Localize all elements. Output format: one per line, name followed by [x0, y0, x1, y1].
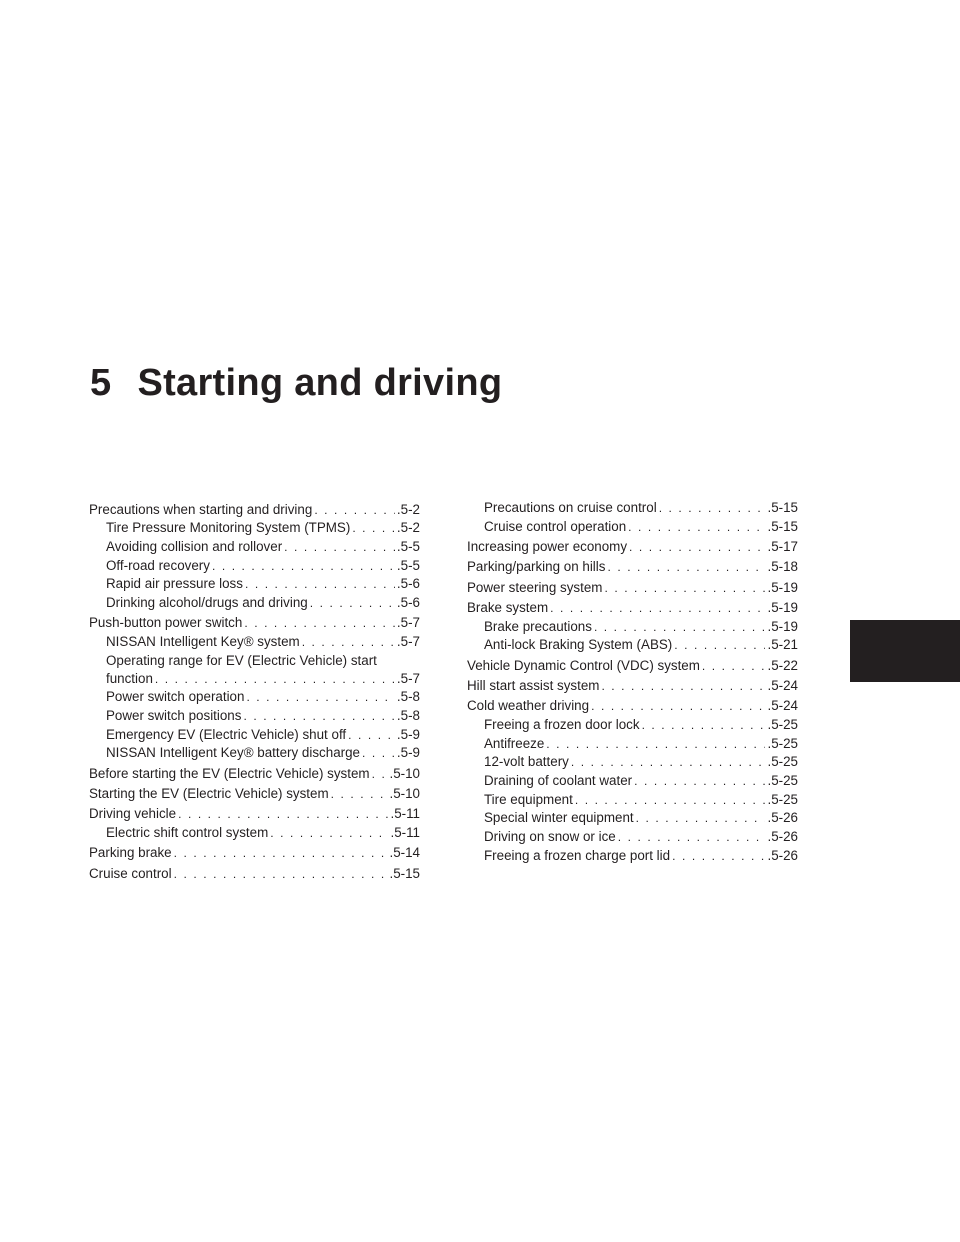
toc-entry-title: Hill start assist system: [467, 677, 600, 693]
dot-leader: [178, 806, 388, 824]
toc-entry-page: .5-15: [767, 500, 798, 515]
toc-entry-page: .5-6: [396, 576, 420, 592]
toc-entry-page: .5-9: [396, 745, 420, 761]
dot-leader: [628, 519, 765, 537]
chapter-title-text: Starting and driving: [137, 362, 503, 404]
dot-leader: [348, 727, 395, 745]
dot-leader: [672, 848, 765, 866]
toc-entry-title: Draining of coolant water: [484, 773, 633, 788]
toc-entry-page: .5-2: [396, 520, 420, 536]
toc-entry-page: .5-9: [396, 726, 420, 742]
dot-leader: [546, 736, 765, 754]
toc-entry[interactable]: [89, 765, 420, 784]
toc-entry-title: Rapid air pressure loss: [106, 576, 243, 592]
toc-entry-title: function: [106, 670, 153, 686]
toc-entry-page: .5-5: [396, 557, 420, 573]
toc-entry-title: 12-volt battery: [484, 754, 569, 770]
toc-entry[interactable]: [89, 501, 420, 520]
dot-leader: [604, 580, 765, 598]
toc-entry-page: .5-26: [767, 847, 798, 863]
toc-entry-title: Power switch positions: [106, 707, 242, 723]
toc-entry-title: Power switch operation: [106, 689, 245, 705]
toc-entry[interactable]: [89, 744, 420, 763]
toc-entry[interactable]: [89, 824, 420, 843]
toc-entry[interactable]: [467, 538, 798, 557]
toc-entry-page: .5-19: [767, 618, 798, 634]
dot-leader: [674, 637, 765, 655]
toc-entry[interactable]: [467, 735, 798, 754]
toc-entry[interactable]: [467, 499, 798, 518]
toc-entry[interactable]: [89, 670, 420, 689]
toc-entry-page: .5-7: [396, 615, 420, 631]
toc-entry[interactable]: [467, 716, 798, 735]
toc-entry[interactable]: [89, 652, 420, 670]
toc-entry[interactable]: [467, 697, 798, 716]
dot-leader: [244, 615, 395, 633]
chapter-title: [90, 362, 502, 405]
toc-entry-page: .5-7: [396, 634, 420, 650]
toc-entry-page: .5-14: [389, 845, 420, 861]
dot-leader: [629, 539, 765, 557]
toc-entry-title: Drinking alcohol/drugs and driving: [106, 595, 308, 611]
toc-entry-title: Cold weather driving: [467, 698, 590, 714]
toc-entry[interactable]: [467, 772, 798, 791]
toc-left-column: [89, 499, 420, 883]
dot-leader: [659, 500, 766, 518]
dot-leader: [174, 845, 388, 863]
toc-entry[interactable]: [89, 707, 420, 726]
toc-entry-page: .5-25: [767, 735, 798, 751]
toc-entry-title: Off-road recovery: [106, 557, 210, 573]
toc-entry-title: Tire equipment: [484, 791, 573, 807]
toc-entry-title: Anti-lock Braking System (ABS): [484, 637, 673, 653]
toc-entry-title: Parking brake: [89, 845, 172, 861]
toc-entry[interactable]: [89, 688, 420, 707]
toc-entry-title: Avoiding collision and rollover: [106, 539, 283, 554]
dot-leader: [352, 520, 395, 538]
toc-entry[interactable]: [467, 618, 798, 637]
toc-entry[interactable]: [89, 805, 420, 824]
toc-entry[interactable]: [467, 828, 798, 847]
dot-leader: [246, 689, 394, 707]
toc-entry-title: NISSAN Intelligent Key® battery discharge: [106, 745, 360, 761]
toc-entry-title: Starting the EV (Electric Vehicle) system: [89, 785, 329, 801]
toc-entry-page: .5-25: [767, 716, 798, 732]
dot-leader: [594, 619, 766, 637]
toc-entry[interactable]: [467, 753, 798, 772]
dot-leader: [362, 745, 395, 763]
toc-entry[interactable]: [89, 844, 420, 863]
dot-leader: [284, 539, 395, 557]
chapter-thumb-tab: [850, 620, 960, 682]
toc-entry-title: Precautions on cruise control: [484, 500, 657, 515]
toc-entry-page: .5-2: [396, 501, 420, 517]
dot-leader: [245, 576, 395, 594]
dot-leader: [702, 658, 766, 676]
toc-entry-page: .5-25: [767, 773, 798, 788]
toc-entry[interactable]: [89, 538, 420, 557]
toc-right-column: [467, 499, 798, 866]
toc-entry[interactable]: [89, 865, 420, 884]
toc-entry-title: Special winter equipment: [484, 810, 634, 826]
toc-entry-title: Cruise control: [89, 865, 172, 881]
toc-entry-page: .5-24: [767, 677, 798, 693]
toc-entry[interactable]: [467, 809, 798, 828]
toc-entry-page: .5-26: [767, 810, 798, 826]
dot-leader: [270, 825, 388, 843]
dot-leader: [618, 829, 766, 847]
toc-entry-page: .5-19: [767, 579, 798, 595]
toc-entry[interactable]: [467, 579, 798, 598]
toc-entry[interactable]: [89, 594, 420, 613]
toc-entry-title: Brake system: [467, 599, 549, 615]
toc-entry-page: .5-21: [767, 637, 798, 653]
toc-entry-page: .5-6: [396, 595, 420, 611]
toc-entry-title: Freeing a frozen charge port lid: [484, 847, 671, 863]
toc-entry-title: Precautions when starting and driving: [89, 501, 313, 517]
dot-leader: [174, 866, 388, 884]
toc-entry-title: NISSAN Intelligent Key® system: [106, 634, 300, 650]
dot-leader: [607, 559, 765, 577]
dot-leader: [575, 792, 766, 810]
dot-leader: [331, 786, 388, 804]
toc-entry-page: .5-19: [767, 599, 798, 615]
toc-entry[interactable]: [467, 657, 798, 676]
dot-leader: [155, 671, 395, 689]
toc-entry-page: .5-8: [396, 707, 420, 723]
toc-entry-title: Brake precautions: [484, 618, 592, 634]
toc-entry[interactable]: [89, 575, 420, 594]
dot-leader: [634, 773, 765, 791]
toc-entry-title: Antifreeze: [484, 735, 545, 751]
dot-leader: [212, 558, 395, 576]
toc-entry[interactable]: [89, 557, 420, 576]
toc-entry-page: .5-11: [390, 824, 420, 840]
dot-leader: [636, 810, 766, 828]
dot-leader: [642, 717, 766, 735]
dot-leader: [601, 678, 765, 696]
toc-entry-page: .5-24: [767, 698, 798, 714]
toc-entry-page: .5-15: [389, 865, 420, 881]
toc-entry[interactable]: [467, 677, 798, 696]
toc-entry-title: Cruise control operation: [484, 518, 627, 534]
dot-leader: [550, 600, 765, 618]
toc-entry-title: Vehicle Dynamic Control (VDC) system: [467, 657, 700, 673]
toc-entry[interactable]: [89, 614, 420, 633]
toc-entry-page: .5-10: [389, 785, 420, 801]
toc-entry-page: .5-7: [396, 670, 420, 686]
toc-entry-page: .5-8: [396, 689, 420, 705]
toc-entry-title: Freeing a frozen door lock: [484, 716, 640, 732]
dot-leader: [591, 698, 765, 716]
dot-leader: [314, 502, 395, 520]
toc-entry[interactable]: [467, 558, 798, 577]
toc-entry-page: .5-25: [767, 754, 798, 770]
toc-entry-title: Increasing power economy: [467, 539, 628, 554]
toc-entry[interactable]: [467, 791, 798, 810]
toc-entry-page: .5-10: [389, 765, 420, 781]
dot-leader: [243, 708, 394, 726]
toc-entry-page: .5-18: [767, 559, 798, 575]
toc-entry-title: Power steering system: [467, 579, 603, 595]
toc-entry-title: Electric shift control system: [106, 824, 269, 840]
toc-entry-title: Driving on snow or ice: [484, 829, 616, 845]
toc-entry[interactable]: [467, 847, 798, 866]
dot-leader: [302, 634, 395, 652]
toc-entry[interactable]: [89, 785, 420, 804]
toc-entry[interactable]: [89, 633, 420, 652]
toc-entry-page: .5-11: [390, 806, 420, 822]
dot-leader: [310, 595, 395, 613]
toc-entry-title: Operating range for EV (Electric Vehicle) start: [106, 652, 377, 668]
toc-entry[interactable]: [467, 599, 798, 618]
dot-leader: [372, 766, 388, 784]
toc-entry-page: .5-22: [767, 657, 798, 673]
toc-entry-title: Parking/parking on hills: [467, 559, 606, 575]
toc-entry[interactable]: [89, 519, 420, 538]
toc-entry-title: Driving vehicle: [89, 806, 177, 822]
toc-entry-title: Tire Pressure Monitoring System (TPMS): [106, 520, 351, 536]
toc-entry-page: .5-5: [396, 539, 420, 554]
toc-entry-page: .5-25: [767, 791, 798, 807]
toc-entry[interactable]: [467, 518, 798, 537]
toc-entry[interactable]: [467, 636, 798, 655]
toc-entry[interactable]: [89, 726, 420, 745]
toc-entry-page: .5-15: [767, 518, 798, 534]
chapter-number: 5: [90, 362, 112, 404]
toc-entry-title: Push-button power switch: [89, 615, 243, 631]
dot-leader: [571, 754, 766, 772]
toc-entry-title: Emergency EV (Electric Vehicle) shut off: [106, 726, 347, 742]
toc-entry-page: .5-17: [767, 539, 798, 554]
toc-entry-page: .5-26: [767, 829, 798, 845]
toc-entry-title: Before starting the EV (Electric Vehicle) system: [89, 765, 370, 781]
